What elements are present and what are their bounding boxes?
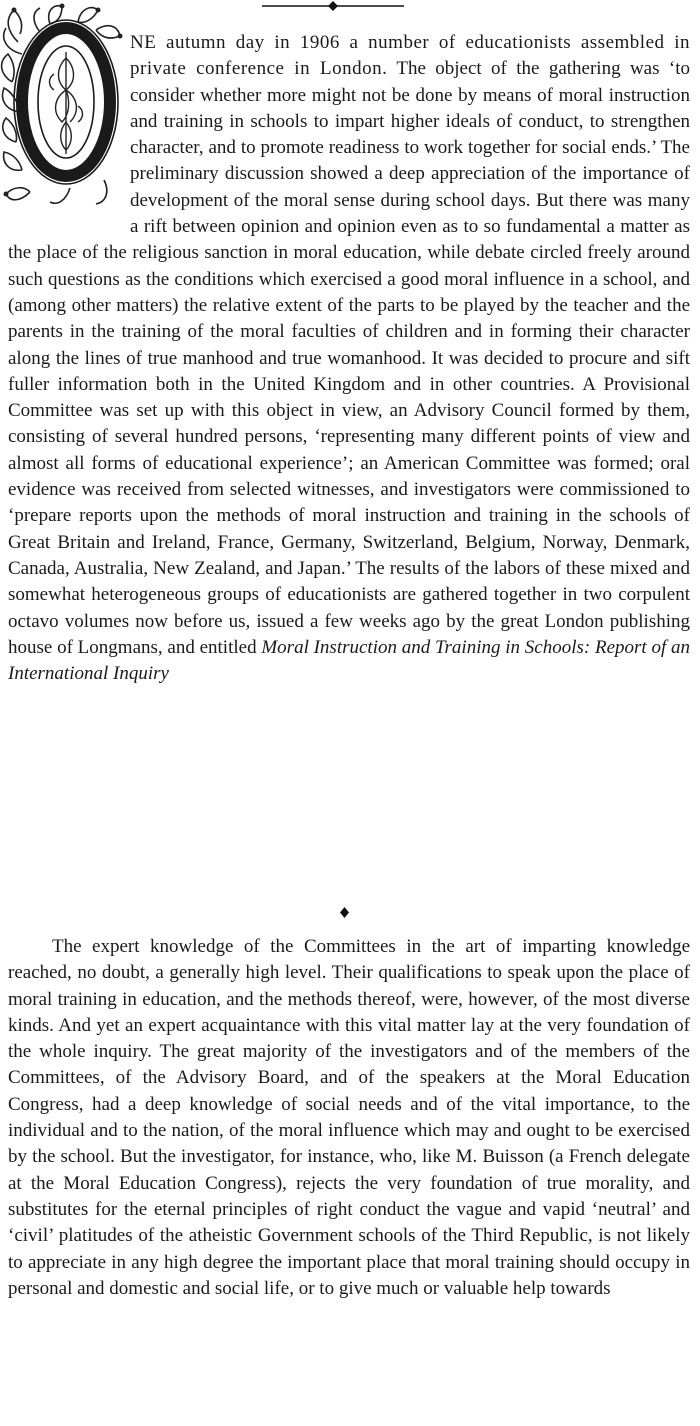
paragraph-2: The expert knowledge of the Committees in the art of imparting knowledge reached, no doubt, a generally high level. Their qualifications to speak upon the place of moral training in education, and the methods thereof, were, however, of the most diverse kinds. And yet an expert acquaintance with this vital matter lay at the very foundation of the whole inquiry. The great majority of the investigators and of the members of the Committees, of the Advisory Board, and of the speakers at the Moral Education Congress, had a deep knowledge of social needs and of the vital importance, to the individual and to the nation, of the moral influence which may and ought to be exercised by the school. But the investigator, for instance, who, like M. Buisson (a French delegate at the Moral Education Congress), rejects the very foundation of true morality, and substitutes for the eternal principles of right conduct the vague and vapid ‘neutral’ and ‘civil’ platitudes of the atheistic Government schools of the Third Republic, is not likely to appreciate in any high degree the important place that moral training should occupy in personal and domestic and social life, or to give much or valuable help towards — [8, 936, 690, 1299]
header-ornament-rule — [262, 0, 404, 12]
book-title: Moral Instruction and Training in Schools: Report of an International Inquiry — [8, 636, 690, 685]
section-separator-mark — [340, 907, 349, 918]
drop-cap-space — [8, 30, 130, 240]
paragraph-1-body: The object of the gathering was ‘to consider whether more might not be done by means of moral instruction and training in schools to impart higher ideals of conduct, to strengthen character, and to promote readiness to work together for social ends.’ The preliminary discussion showed a deep appreciation of the importance of development of the moral sense during school days. But there was many a rift between opinion and opinion even as to so fundamental a matter as the place of the religious sanction in moral education, while debate circled freely around such questions as the conditions which exercised a good moral influence in a school, and (among other matters) the relative extent of the parts to be played by the teacher and the parents in the training of the moral faculties of children and in forming their character along the lines of true manhood and true womanhood. It was decided to procure and sift fuller information both in the United Kingdom and in other countries. A Provisional Committee was set up with this object in view, an Advisory Council formed by them, consisting of several hundred persons, ‘representing many different points of view and almost all forms of educational experience’; an American Committee was formed; oral evidence was received from selected witnesses, and investigators were commissioned to ‘prepare reports upon the methods of moral instruction and training in the schools of Great Britain and Ireland, France, Germany, Switzerland, Belgium, Norway, Denmark, Canada, Australia, New Zealand, and Japan.’ The results of the labors of these mixed and somewhat heterogeneous groups of educationists are gathered together in two corpulent octavo volumes now before us, issued a few weeks ago by the great London publishing house of Longmans, and entitled — [8, 58, 690, 658]
paragraph-1 — [8, 30, 690, 687]
paragraph-1-lead: NE autumn day in 1906 a number of educationists assembled in private conference in London. — [130, 32, 690, 80]
